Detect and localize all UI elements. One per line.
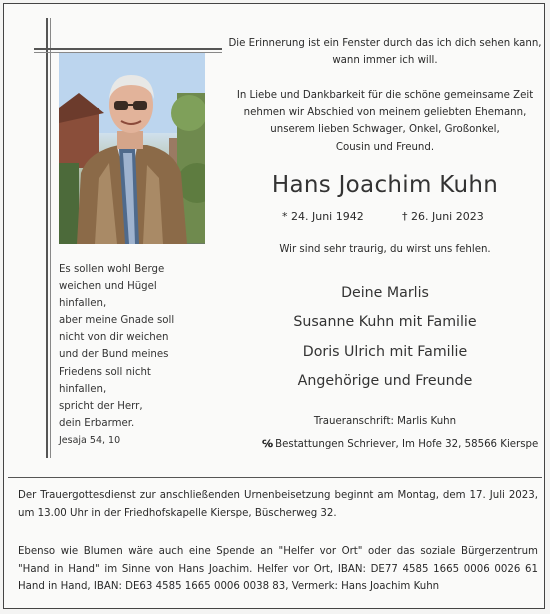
mourner: Deine Marlis [341,285,429,301]
cross-horizontal-line [34,48,222,50]
mourning-address: Traueranschrift: Marlis Kuhn [313,416,457,427]
mourner: Susanne Kuhn mit Familie [293,314,477,331]
quote-line: Die Erinnerung ist ein Fenster durch das ich dich sehen kann, [228,38,542,49]
birth-date: * 24. Juni 1942 [282,210,364,223]
psalm-line: hinfallen, [59,383,107,395]
psalm-line: weichen und Hügel [59,281,157,293]
psalm-line: spricht der Herr, [59,400,143,412]
psalm-verse [59,261,209,449]
mourner: Angehörige und Freunde [297,372,473,389]
service-info [18,487,538,522]
psalm-line: aber meine Gnade soll [59,315,175,327]
care-of-icon: ℅ [262,439,274,450]
psalm-line: und der Bund meines [59,349,169,361]
farewell-line: Cousin und Freund. [335,141,435,153]
psalm-line: nicht von dir weichen [59,332,169,344]
cross-vertical-line [46,18,48,458]
donation-line: "Hand in Hand" im Sinne von Hans Joachim. Helfer vor Ort, IBAN: DE77 4585 1665 0006 0026 61 [18,563,538,575]
divider [8,477,542,478]
obituary-card [3,3,545,609]
cross-vertical-line-inner [50,18,51,458]
quote-line: wann immer ich will. [332,54,438,66]
death-date: † 26. Juni 2023 [402,210,484,223]
donation-line: Hand in Hand, IBAN: DE63 4585 1665 0006 0038 83, Vermerk: Hans Joachim Kuhn [18,581,440,592]
deceased-name: Hans Joachim Kuhn [271,172,499,198]
psalm-line: Es sollen wohl Berge [59,264,165,275]
donation-line: Ebenso wie Blumen wäre auch eine Spende an "Helfer vor Ort" oder das soziale Bürgerzentrum [18,546,538,557]
farewell-line: unserem lieben Schwager, Onkel, Großonkel, [270,124,500,136]
psalm-line: dein Erbarmer. [59,417,135,429]
mourner: Doris Ulrich mit Familie [302,343,468,360]
farewell-text [226,87,544,156]
donation-info [18,543,538,596]
undertaker-line [262,439,538,450]
psalm-line: Friedens soll nicht [59,366,151,378]
farewell-line: nehmen wir Abschied von meinem geliebten Ehemann, [243,107,527,119]
farewell-line: In Liebe und Dankbarkeit für die schöne gemeinsame Zeit [236,90,534,101]
memory-quote [226,36,544,70]
service-line: um 13.00 Uhr in der Friedhofskapelle Kierspe, Büscherweg 32. [18,507,337,519]
psalm-reference: Jesaja 54, 10 [59,434,121,446]
mourners-list [226,279,544,396]
sad-line: Wir sind sehr traurig, du wirst uns fehlen. [279,244,491,255]
portrait-photo [59,53,205,244]
portrait-illustration [59,53,205,244]
service-line: Der Trauergottesdienst zur anschließenden Urnenbeisetzung beginnt am Montag, dem 17. Juli 2023, [18,490,538,501]
psalm-line: hinfallen, [59,298,107,310]
undertaker-text: Bestattungen Schriever, Im Hofe 32, 58566 Kierspe [275,439,539,450]
